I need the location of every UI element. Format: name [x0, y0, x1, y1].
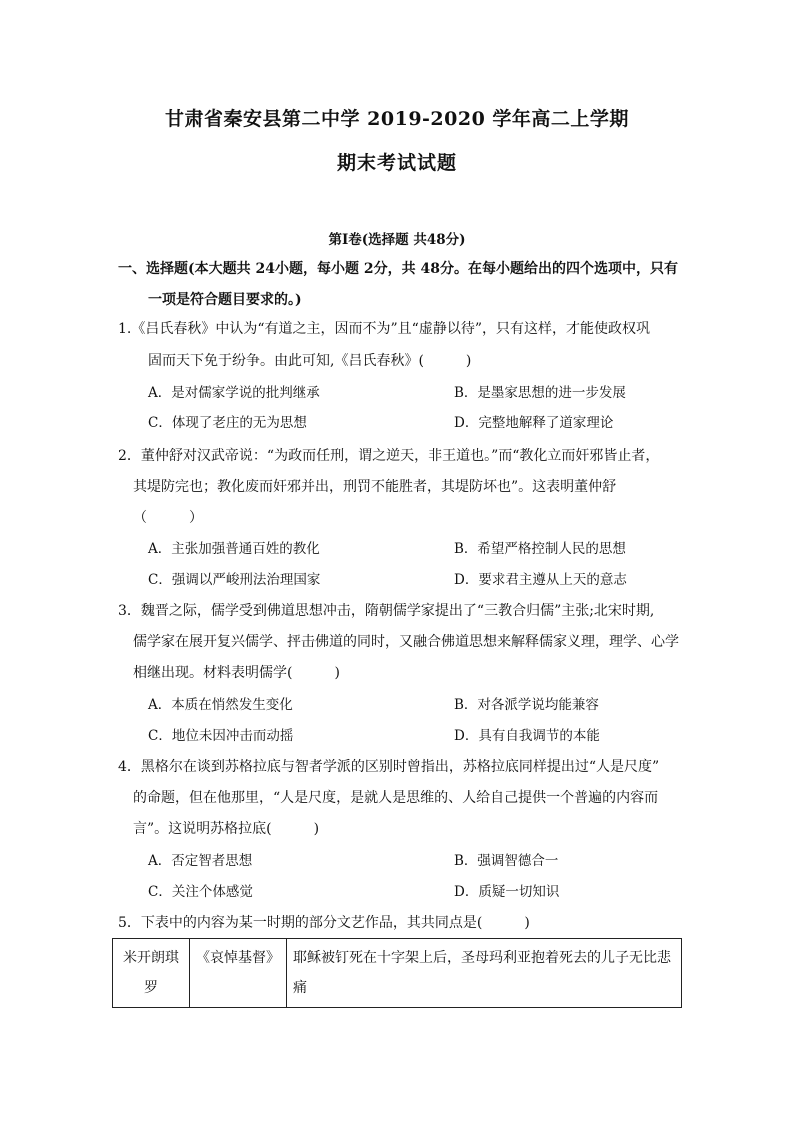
question-1-text-cont: 固而天下免于纷争。由此可知,《吕氏春秋》( ) [148, 353, 472, 369]
question-3-text-cont: 儒学家在展开复兴儒学、抨击佛道的同时，又融合佛道思想来解释儒家义理，理学、心学 [133, 634, 679, 650]
question-5-table [112, 938, 682, 1008]
work-description: 耶稣被钉死在十字架上后，圣母玛利亚抱着死去的儿子无比悲 [293, 950, 671, 966]
question-1-text: 1.《吕氏春秋》中认为“有道之主，因而不为”且“虚静以待”，只有这样，才能使政权巩 [118, 321, 650, 337]
part-heading: 第Ⅰ卷(选择题 共48分) [328, 232, 466, 248]
question-3-option-d: D．具有自我调节的本能 [454, 728, 600, 744]
question-3-option-b: B．对各派学说均能兼容 [454, 697, 599, 713]
artist-name: 米开朗琪 [123, 950, 179, 966]
question-1-option-a: A．是对儒家学说的批判继承 [148, 385, 320, 401]
question-4-option-d: D．质疑一切知识 [454, 884, 560, 900]
question-3-option-c: C．地位未因冲击而动摇 [148, 728, 294, 744]
question-1-option-c: C．体现了老庄的无为思想 [148, 415, 307, 431]
section-instructions: 一、选择题(本大题共 24小题，每小题 2分，共 48分。在每小题给出的四个选项中，只有 [118, 261, 678, 277]
question-2-option-b: B．希望严格控制人民的思想 [454, 541, 626, 557]
question-2-answer-paren: （ ） [133, 510, 203, 526]
work-title: 《哀悼基督》 [196, 950, 280, 966]
question-4-text-cont: 的命题，但在他那里，“人是尺度，是就人是思维的、人给自己提供一个普遍的内容而 [133, 790, 659, 806]
question-2-text-cont: 其堤防完也；教化废而奸邪并出，刑罚不能胜者，其堤防坏也”。这表明董仲舒 [133, 479, 617, 495]
table-row [113, 939, 682, 1008]
question-2-option-a: A．主张加强普通百姓的教化 [148, 541, 320, 557]
question-2-text: 2．董仲舒对汉武帝说：“为政而任刑，谓之逆天，非王道也。”而“教化立而奸邪皆止者， [118, 448, 660, 464]
table-cell-description [287, 939, 682, 1008]
question-1-option-b: B．是墨家思想的进一步发展 [454, 385, 626, 401]
question-4-option-a: A．否定智者思想 [148, 853, 253, 869]
question-2-option-d: D．要求君主遵从上天的意志 [454, 572, 627, 588]
exam-subtitle: 期末考试试题 [336, 152, 457, 174]
question-1-option-d: D．完整地解释了道家理论 [454, 415, 614, 431]
question-4-text-cont-2: 言”。这说明苏格拉底( ) [133, 821, 320, 837]
question-5-text: 5．下表中的内容为某一时期的部分文艺作品，其共同点是( ) [118, 915, 530, 931]
section-instructions-cont: 一项是符合题目要求的。) [148, 292, 302, 308]
question-4-option-b: B．强调智德合一 [454, 853, 559, 869]
question-4-text: 4．黑格尔在谈到苏格拉底与智者学派的区别时曾指出，苏格拉底同样提出过“人是尺度” [118, 759, 660, 775]
question-3-option-a: A．本质在悄然发生变化 [148, 697, 293, 713]
question-4-option-c: C．关注个体感觉 [148, 884, 253, 900]
question-3-text-cont-2: 相继出现。材料表明儒学( ) [133, 665, 340, 681]
work-description-cont: 痛 [293, 980, 307, 996]
table-cell-artist [113, 939, 190, 1008]
table-cell-work [190, 939, 287, 1008]
exam-title: 甘肃省秦安县第二中学 2019-2020 学年高二上学期 [165, 108, 629, 130]
question-3-text: 3．魏晋之际，儒学受到佛道思想冲击，隋朝儒学家提出了“三教合归儒”主张;北宋时期, [118, 603, 655, 619]
artist-name-cont: 罗 [144, 980, 158, 996]
question-2-option-c: C．强调以严峻刑法治理国家 [148, 572, 321, 588]
